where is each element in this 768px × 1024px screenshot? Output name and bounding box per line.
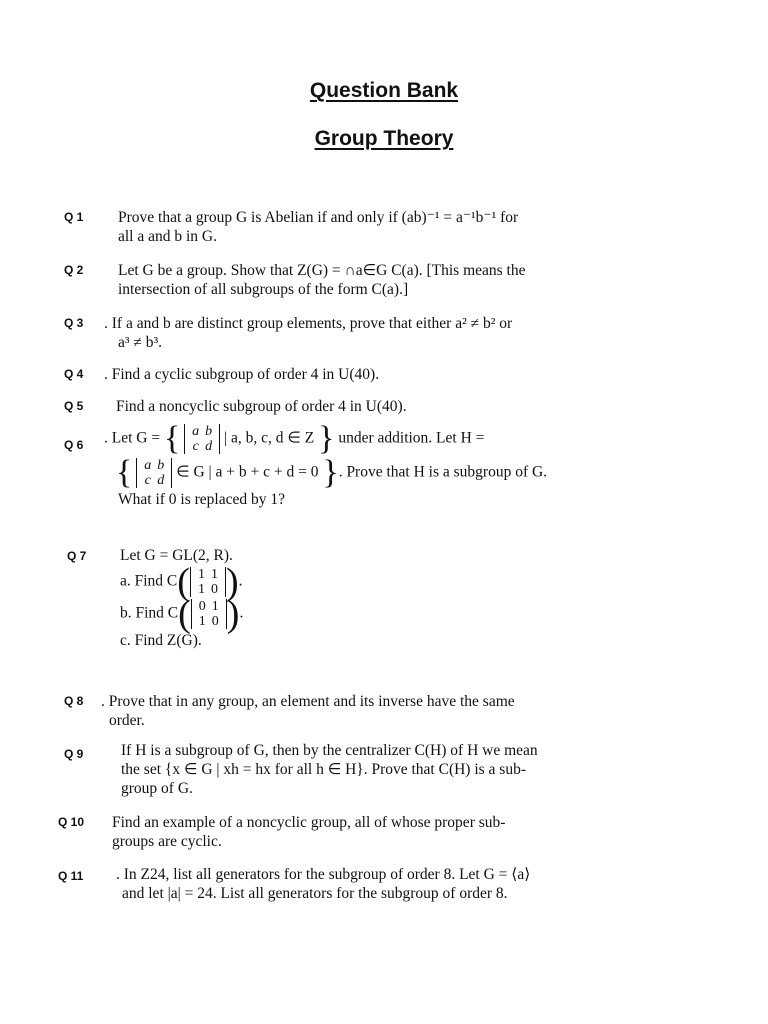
question-line: Find an example of a noncyclic group, all of whose proper sub- xyxy=(112,814,506,831)
matrix-entry: 1 xyxy=(197,567,205,582)
page-title: Question Bank xyxy=(309,79,459,102)
question-line: . In Z24, list all generators for the subgroup of order 8. Let G = ⟨a⟩ xyxy=(116,866,531,883)
matrix-entry: a xyxy=(144,458,152,473)
question-label: Q 3 xyxy=(64,316,84,330)
question-text xyxy=(118,261,526,299)
question-line: . Prove that in any group, an element and its inverse have the same xyxy=(101,693,515,710)
matrix-entry: b xyxy=(205,424,213,439)
question-text xyxy=(118,208,518,246)
question-line: c. Find Z(G). xyxy=(120,632,202,649)
question-line: intersection of all subgroups of the form C(a).] xyxy=(118,281,409,298)
q6-text-b: a, b, c, d ∈ Z xyxy=(231,429,315,447)
question-line: a³ ≠ b³. xyxy=(118,334,163,351)
q7-part-b: b. Find C xyxy=(120,604,179,622)
left-paren-icon: ( xyxy=(178,593,191,635)
q6-text-a: . Let G = xyxy=(104,429,161,447)
matrix-entry: 1 xyxy=(197,582,205,597)
matrix-entry: c xyxy=(192,439,199,454)
right-paren-icon: ) xyxy=(225,561,239,603)
question-line: all a and b in G. xyxy=(118,228,218,245)
question-line xyxy=(104,420,547,457)
question-label: Q 2 xyxy=(64,263,84,277)
matrix-entry: c xyxy=(144,473,151,488)
question-line: Let G = GL(2, R). xyxy=(120,547,233,564)
question-text xyxy=(101,692,515,730)
matrix-entry: 1 xyxy=(198,614,206,629)
question-line xyxy=(116,454,548,491)
q7-part-a: a. Find C xyxy=(120,572,178,590)
question-label: Q 8 xyxy=(64,694,84,708)
question-line: . If a and b are distinct group elements, prove that either a² ≠ b² or xyxy=(104,315,513,332)
q6-text-e: . Prove that H is a subgroup of G. xyxy=(338,463,548,481)
matrix-entry: a xyxy=(192,424,200,439)
matrix xyxy=(184,424,220,454)
divider-bar: | xyxy=(224,429,228,447)
question-text xyxy=(116,397,407,416)
matrix-entry: 0 xyxy=(211,614,219,629)
question-line: If H is a subgroup of G, then by the centralizer C(H) of H we mean xyxy=(121,742,538,759)
question-text xyxy=(104,314,512,352)
matrix xyxy=(191,599,227,629)
q6-text-c: under addition. Let H = xyxy=(338,429,485,447)
question-text xyxy=(112,813,505,851)
question-label: Q 4 xyxy=(64,367,84,381)
matrix-entry: 0 xyxy=(210,582,218,597)
question-line: Let G be a group. Show that Z(G) = ∩a∈G C(a). [This means the xyxy=(118,262,526,279)
matrix-entry: 1 xyxy=(211,599,219,614)
question-text xyxy=(104,420,548,509)
question-line: groups are cyclic. xyxy=(112,833,222,850)
question-line: the set {x ∈ G | xh = hx for all h ∈ H}. Prove that C(H) is a sub- xyxy=(121,761,527,778)
question-label: Q 5 xyxy=(64,399,84,413)
question-line: a. Find C( 1 1 1 0 ). xyxy=(120,561,243,603)
question-line: Prove that a group G is Abelian if and only if (ab)⁻¹ = a⁻¹b⁻¹ for xyxy=(118,209,519,226)
right-brace-icon: } xyxy=(318,420,335,457)
page-subtitle: Group Theory xyxy=(314,127,454,150)
question-text xyxy=(116,865,530,903)
left-brace-icon: { xyxy=(116,454,133,491)
question-label: Q 1 xyxy=(64,210,84,224)
right-paren-icon: ) xyxy=(226,593,240,635)
question-line: b. Find C( 0 1 1 0 ). xyxy=(120,593,244,635)
question-line: group of G. xyxy=(121,780,193,797)
question-label: Q 7 xyxy=(67,549,87,563)
question-label: Q 6 xyxy=(64,438,84,452)
matrix xyxy=(136,458,172,488)
question-text xyxy=(121,741,538,798)
question-line: and let |a| = 24. List all generators for the subgroup of order 8. xyxy=(122,885,508,902)
question-label: Q 10 xyxy=(58,815,85,829)
matrix-entry: b xyxy=(157,458,165,473)
matrix-entry: 0 xyxy=(198,599,206,614)
question-line: Find a noncyclic subgroup of order 4 in U(40). xyxy=(116,398,407,415)
q6-text-d: ∈ G | a + b + c + d = 0 xyxy=(176,463,319,481)
left-paren-icon: ( xyxy=(177,561,190,603)
right-brace-icon: } xyxy=(322,454,339,491)
matrix-entry: d xyxy=(205,439,213,454)
matrix-entry: d xyxy=(157,473,165,488)
question-line: What if 0 is replaced by 1? xyxy=(118,491,285,508)
left-brace-icon: { xyxy=(163,420,181,457)
question-line: order. xyxy=(109,712,145,729)
question-label: Q 9 xyxy=(64,747,84,761)
matrix xyxy=(190,567,226,597)
question-label: Q 11 xyxy=(58,869,84,883)
matrix-entry: 1 xyxy=(210,567,218,582)
question-text xyxy=(120,546,243,650)
question-text xyxy=(104,365,379,384)
question-line: . Find a cyclic subgroup of order 4 in U(40). xyxy=(104,366,380,383)
